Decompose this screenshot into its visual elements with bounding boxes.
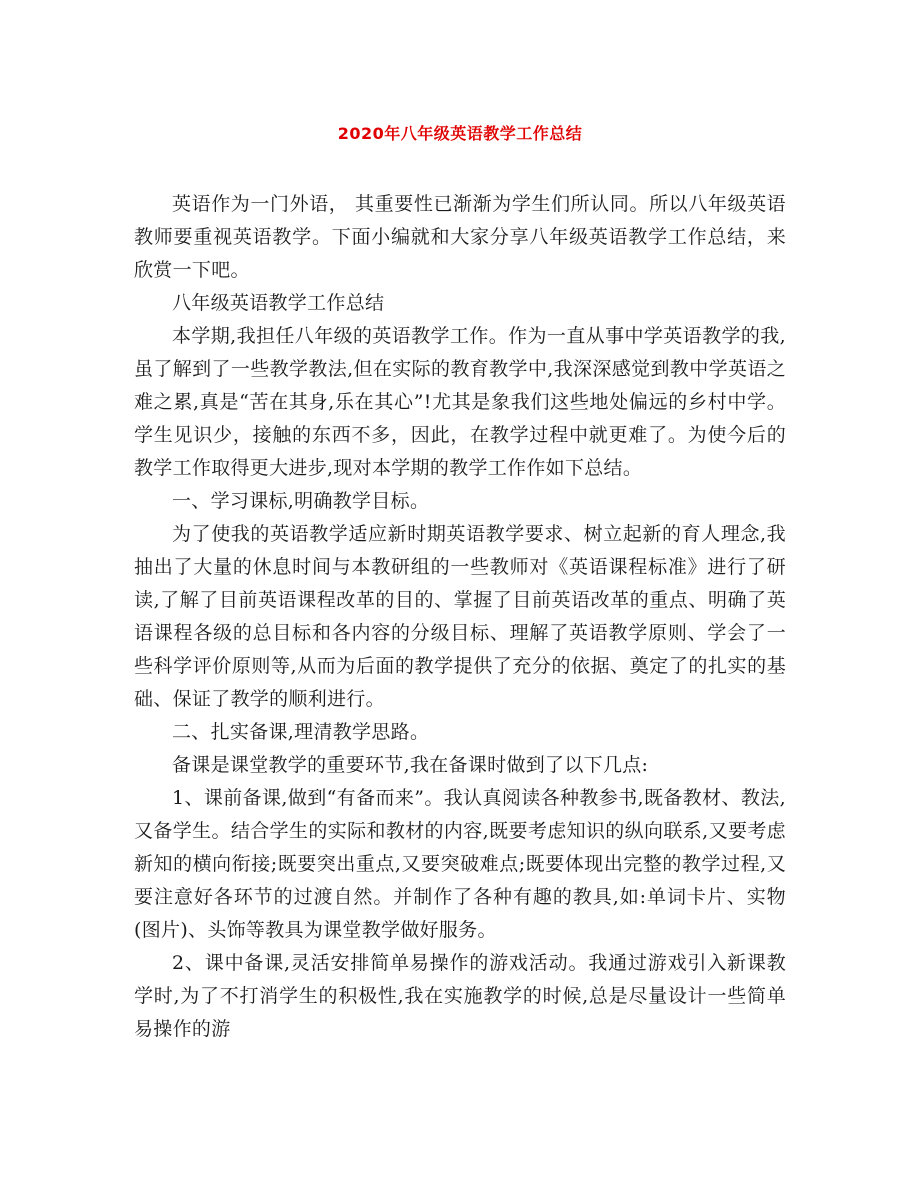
paragraph-section-2-intro: 备课是课堂教学的重要环节,我在备课时做到了以下几点: bbox=[172, 754, 649, 776]
document-title: 2020年八年级英语教学工作总结 bbox=[337, 124, 583, 143]
paragraph-point-1: 1、课前备课,做到“有备而来”。我认真阅读各种教参书,既备教材、教法,又备学生。结合学生的实际和教材的内容,既要考虑知识的纵向联系,又要考虑新知的横向衔接;既要突出重点,又要突破难点;既要体现出完整的教学过程,又要注意好各环节的过渡自然。并制作了各种有趣的教具,如:单词卡片、实物(图片)、头饰等教具为课堂教学做好服务。 bbox=[134, 787, 786, 941]
section-heading-2: 二、扎实备课,理清教学思路。 bbox=[172, 721, 430, 743]
paragraph-section-1: 为了使我的英语教学适应新时期英语教学要求、树立起新的育人理念,我抽出了大量的休息时间与本教研组的一些教师对《英语课程标准》进行了研读,了解了目前英语课程改革的目的、掌握了目前英语改革的重点、明确了英语课程各级的总目标和各内容的分级目标、理解了英语教学原则、学会了一些科学评价原则等,从而为后面的教学提供了充分的依据、奠定了的扎实的基础、保证了教学的顺利进行。 bbox=[134, 523, 786, 710]
document-body bbox=[134, 188, 786, 1046]
section-heading-1: 一、学习课标,明确教学目标。 bbox=[172, 490, 430, 512]
paragraph-overview: 本学期,我担任八年级的英语教学工作。作为一直从事中学英语教学的我,虽了解到了一些教学教法,但在实际的教育教学中,我深深感觉到教中学英语之难之累,真是“苦在其身,乐在其心”!尤其是象我们这些地处偏远的乡村中学。学生见识少，接触的东西不多，因此，在教学过程中就更难了。为使今后的教学工作取得更大进步,现对本学期的教学工作作如下总结。 bbox=[134, 325, 786, 479]
paragraph-point-2: 2、课中备课,灵活安排简单易操作的游戏活动。我通过游戏引入新课教学时,为了不打消学生的积极性,我在实施教学的时候,总是尽量设计一些简单易操作的游 bbox=[134, 952, 786, 1040]
paragraph-subtitle: 八年级英语教学工作总结 bbox=[172, 292, 385, 314]
paragraph-intro: 英语作为一门外语， 其重要性已渐渐为学生们所认同。所以八年级英语教师要重视英语教学。下面小编就和大家分享八年级英语教学工作总结，来欣赏一下吧。 bbox=[134, 193, 786, 281]
